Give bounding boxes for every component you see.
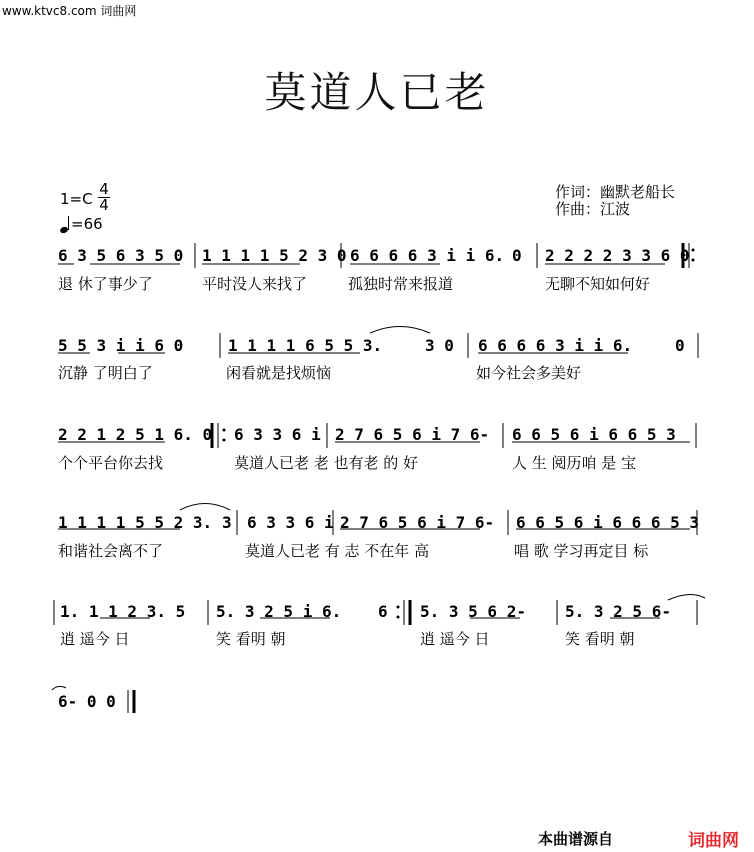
lyrics-line-4-part-2: 莫道人已老 有 志 不在年 高 [245, 542, 430, 560]
notation-line-2-rest: 0 [675, 336, 685, 355]
notation-line-1-measure-2: 1 1 1 1 5 2 3 0 [202, 246, 347, 265]
lyrics-line-1-part-4: 无聊不知如何好 [545, 275, 651, 293]
notation-line-1-measure-3: 6 6 6 6 3 i i 6. [350, 246, 505, 265]
notation-line-3-measure-1: 2 2 1 2 5 1 6. 0 [58, 425, 213, 444]
notation-line-6-measure-1: 6- 0 0 [58, 692, 116, 711]
notation-line-2-measure-1: 5 5 3 i i 6 0 [58, 336, 184, 355]
notation-line-1-measure-4: 2 2 2 2 3 3 6 0 [545, 246, 690, 265]
composer-credit: 作曲：江波 [555, 200, 631, 218]
notation-line-3-measure-3: 2 7 6 5 6 i 7 6- [335, 425, 490, 444]
lyrics-line-2-part-1: 沉静 了明白了 [58, 364, 153, 382]
notation-line-3-measure-4: 6 6 5 6 i 6 6 5 3 [512, 425, 676, 444]
lyrics-line-4-part-3: 唱 歌 学习再定目 标 [514, 542, 649, 560]
notation-line-2-measure-2: 1 1 1 1 6 5 5 3. [228, 336, 383, 355]
footer-source-text: 本曲谱源自 [538, 830, 614, 848]
key-signature: 1=C [60, 190, 93, 208]
lyrics-line-2-part-3: 如今社会多美好 [476, 364, 582, 382]
lyrics-line-2-part-2: 闲看就是找烦恼 [226, 364, 332, 382]
lyrics-line-3-part-1: 个个平台你去找 [58, 454, 164, 472]
notation-line-5-measure-2: 5. 3 2 5 i 6. [216, 602, 342, 621]
notation-line-4-measure-3: 2 7 6 5 6 i 7 6- [340, 513, 495, 532]
lyrics-line-1-part-3: 孤独时常来报道 [348, 275, 454, 293]
notation-line-5-measure-3: 5. 3 5 6 2- [420, 602, 526, 621]
notation-line-4-measure-4: 6 6 5 6 i 6 6 6 5 3 [516, 513, 700, 532]
footer-logo[interactable]: 词曲网 [688, 831, 739, 851]
notation-line-2-tie-end: 3 0 [425, 336, 454, 355]
tempo-value: =66 [71, 215, 103, 233]
notation-line-1-rest: 0 [512, 246, 522, 265]
lyricist-credit: 作词：幽默老船长 [555, 183, 676, 201]
quarter-note-icon [60, 216, 69, 233]
notation-line-5-measure-4: 5. 3 2 5 6- [565, 602, 671, 621]
notation-line-2-measure-3: 6 6 6 6 3 i i 6. [478, 336, 633, 355]
time-signature-bottom: 4 [99, 196, 109, 214]
time-signature [97, 182, 111, 213]
notation-line-4-measure-1: 1 1 1 1 5 5 2 3. [58, 513, 213, 532]
notation-line-4-measure-2: 6 3 3 6 i [247, 513, 334, 532]
lyrics-line-3-part-2: 莫道人已老 老 也有老 的 好 [234, 454, 419, 472]
notation-line-1-measure-1: 6 3 5 6 3 5 0 [58, 246, 184, 265]
lyrics-line-1-part-1: 退 休了事少了 [58, 275, 153, 293]
lyrics-line-5-part-3: 逍 遥今 日 [420, 630, 490, 648]
lyrics-line-5-part-2: 笑 看明 朝 [216, 630, 286, 648]
lyrics-line-4-part-1: 和谐社会离不了 [58, 542, 164, 560]
lyrics-line-5-part-4: 笑 看明 朝 [565, 630, 635, 648]
tempo-marking [60, 215, 103, 233]
lyrics-line-3-part-3: 人 生 阅历咱 是 宝 [512, 454, 637, 472]
notation-line-4-tie-end: 3 [222, 513, 232, 532]
lyrics-line-5-part-1: 逍 遥今 日 [60, 630, 130, 648]
time-signature-top: 4 [99, 180, 109, 198]
notation-line-5-measure-1: 1. 1 1 2 3. 5 [60, 602, 186, 621]
watermark-text: www.ktvc8.com 词曲网 [2, 4, 137, 18]
notation-line-5-tie-end: 6 [378, 602, 388, 621]
page-title: 莫道人已老 [264, 68, 490, 117]
notation-line-3-measure-2: 6 3 3 6 i [234, 425, 321, 444]
lyrics-line-1-part-2: 平时没人来找了 [202, 275, 308, 293]
